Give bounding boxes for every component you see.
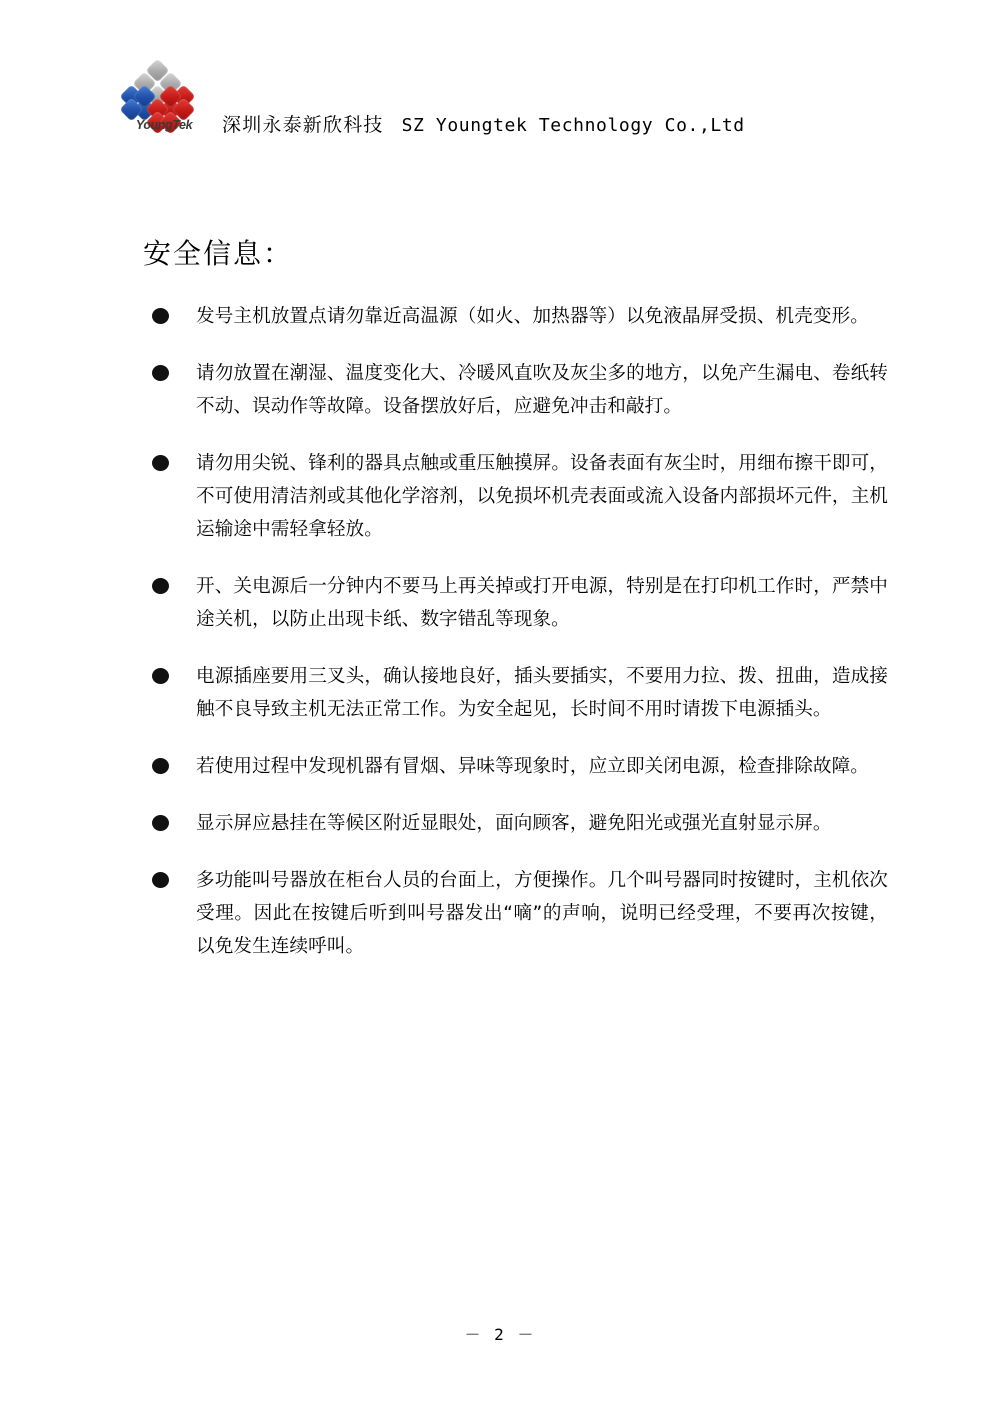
company-name-cn: 深圳永泰新欣科技 (222, 114, 384, 136)
list-item (152, 300, 888, 333)
list-item (152, 807, 888, 840)
bullet-dot-icon (152, 668, 169, 684)
list-item (152, 750, 888, 783)
list-item-text: 多功能叫号器放在柜台人员的台面上，方便操作。几个叫号器同时按键时，主机依次受理。因此在按键后听到叫号器发出“嘀”的声响，说明已经受理，不要再次按键，以免发生连续呼叫。 (196, 870, 888, 957)
list-item-text: 电源插座要用三叉头，确认接地良好，插头要插实，不要用力拉、拨、扭曲，造成接触不良导致主机无法正常工作。为安全起见，长时间不用时请拨下电源插头。 (196, 666, 888, 720)
page-number: － 2 － (464, 1325, 536, 1344)
document-header (126, 58, 886, 144)
bullet-dot-icon (152, 872, 169, 888)
list-item (152, 357, 888, 423)
list-item (152, 447, 888, 546)
logo-diamond-mark (126, 60, 200, 122)
bullet-dot-icon (152, 758, 169, 774)
bullet-dot-icon (152, 365, 169, 381)
list-item-text: 显示屏应悬挂在等候区附近显眼处，面向顾客，避免阳光或强光直射显示屏。 (196, 813, 832, 834)
list-item (152, 570, 888, 636)
company-logo (126, 60, 202, 144)
list-item-text: 若使用过程中发现机器有冒烟、异味等现象时，应立即关闭电源，检查排除故障。 (196, 756, 869, 777)
list-item-text: 请勿用尖锐、锋利的器具点触或重压触摸屏。设备表面有灰尘时，用细布擦干即可，不可使用清洁剂或其他化学溶剂，以免损坏机壳表面或流入设备内部损坏元件，主机运输途中需轻拿轻放。 (196, 453, 888, 540)
bullet-dot-icon (152, 308, 169, 324)
list-item (152, 864, 888, 963)
company-name-en: SZ Youngtek Technology Co.,Ltd (401, 115, 745, 136)
header-company-line (202, 110, 886, 144)
page-title: 安全信息： (143, 237, 294, 270)
list-item (152, 660, 888, 726)
list-item-text: 开、关电源后一分钟内不要马上再关掉或打开电源，特别是在打印机工作时，严禁中途关机，以防止出现卡纸、数字错乱等现象。 (196, 576, 888, 630)
bullet-dot-icon (152, 815, 169, 831)
safety-info-list (152, 300, 888, 987)
bullet-dot-icon (152, 578, 169, 594)
list-item-text: 请勿放置在潮湿、温度变化大、冷暖风直吹及灰尘多的地方，以免产生漏电、卷纸转不动、误动作等故障。设备摆放好后，应避免冲击和敲打。 (196, 363, 888, 417)
logo-wordmark: YoungTek (135, 118, 193, 132)
bullet-dot-icon (152, 455, 169, 471)
list-item-text: 发号主机放置点请勿靠近高温源（如火、加热器等）以免液晶屏受损、机壳变形。 (196, 306, 869, 327)
